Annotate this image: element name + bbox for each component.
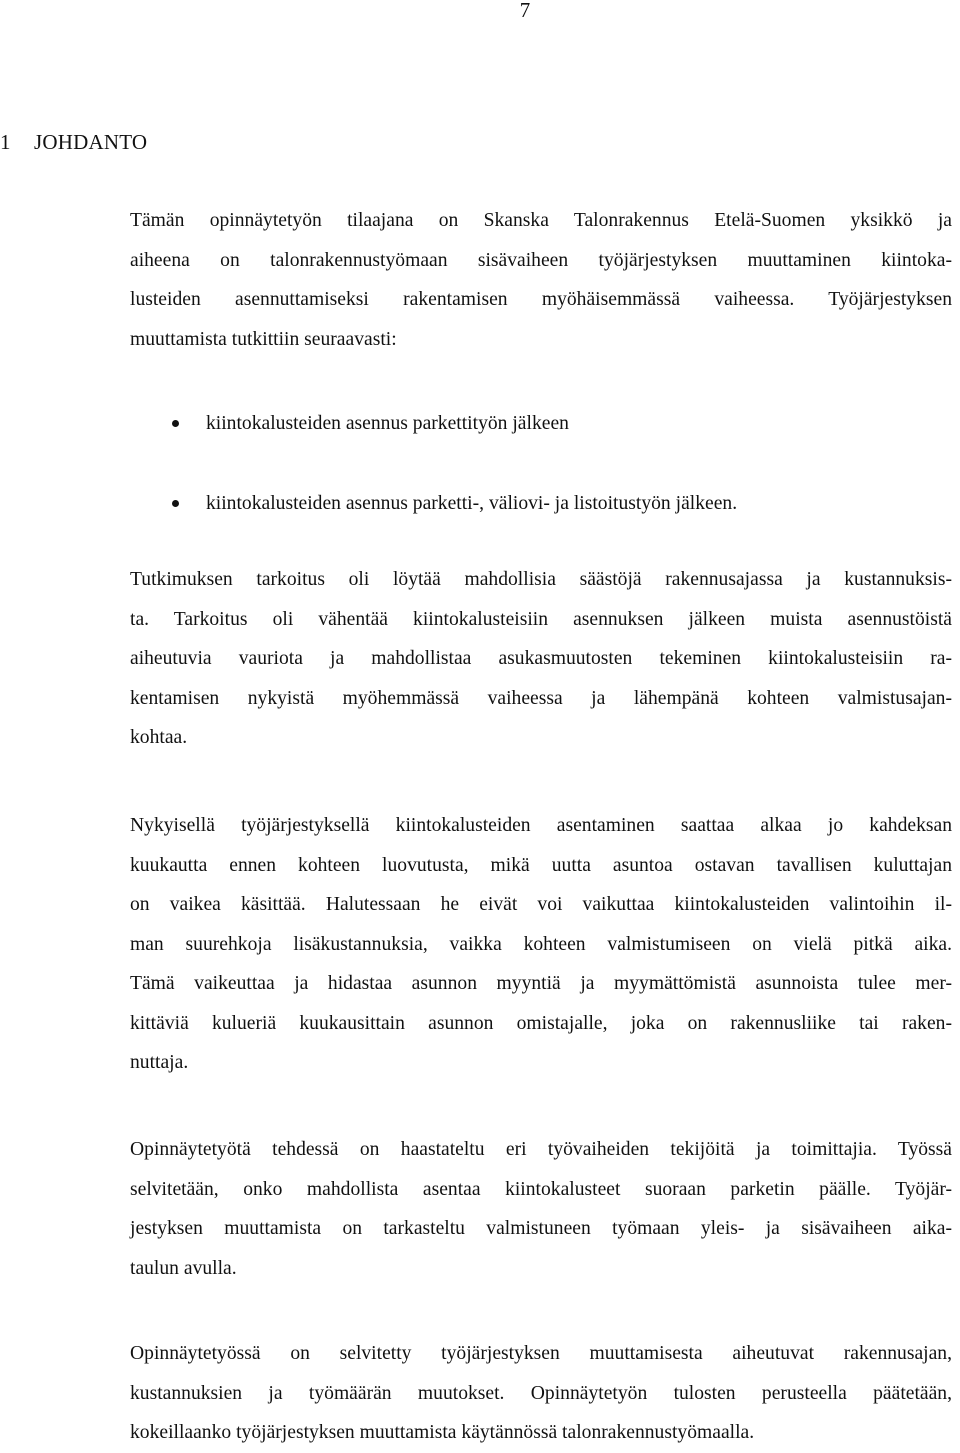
- paragraph-line: kohtaa.: [130, 727, 188, 748]
- paragraph-line: Opinnäytetyössä on selvitetty työjärjestyksen muuttamisesta aiheutuvat rakennusajan,: [130, 1343, 952, 1364]
- bullet-icon: [172, 500, 179, 507]
- paragraph-line: kustannuksien ja työmäärän muutokset. Opinnäytetyön tulosten perusteella päätetään,: [130, 1382, 952, 1404]
- chapter-heading: [0, 130, 147, 155]
- paragraph-line: Tämän opinnäytetyön tilaajana on Skanska Talonrakennus Etelä-Suomen yksikkö ja: [130, 210, 952, 231]
- paragraph-line: Tutkimuksen tarkoitus oli löytää mahdollisia säästöjä rakennusajassa ja kustannuksis-: [130, 569, 952, 590]
- paragraph-interviews: [130, 1130, 952, 1288]
- paragraph-line: ta. Tarkoitus oli vähentää kiintokalusteisiin asennuksen jälkeen muista asennustöistä: [130, 608, 952, 630]
- bullet-text: kiintokalusteiden asennus parketti-, väliovi- ja listoitustyön jälkeen.: [206, 493, 738, 514]
- paragraph-purpose: [130, 560, 952, 758]
- paragraph-line: man suurehkoja lisäkustannuksia, vaikka kohteen valmistumiseen on vielä pitkä aika.: [130, 933, 952, 955]
- paragraph-line: kentamisen nykyistä myöhemmässä vaiheessa ja lähempänä kohteen valmistusajan-: [130, 687, 952, 709]
- paragraph-line: selvitetään, onko mahdollista asentaa kiintokalusteet suoraan parketin päälle. Työjär-: [130, 1178, 952, 1200]
- paragraph-intro: [130, 201, 952, 359]
- paragraph-line: kokeillaanko työjärjestyksen muuttamista käytännössä talonrakennustyömaalla.: [130, 1422, 755, 1443]
- paragraph-line: on vaikea käsittää. Halutessaan he eivät voi vaikuttaa kiintokalusteiden valintoihin il-: [130, 894, 952, 915]
- paragraph-line: muuttamista tutkittiin seuraavasti:: [130, 328, 397, 350]
- paragraph-line: kittäviä kulueriä kuukausittain asunnon omistajalle, joka on rakennusliike tai raken-: [130, 1012, 952, 1034]
- paragraph-conclusion: [130, 1334, 952, 1453]
- bullet-item: [130, 404, 569, 444]
- chapter-number: 1: [0, 130, 11, 154]
- paragraph-line: aiheena on talonrakennustyömaan sisävaiheen työjärjestyksen muuttaminen kiintoka-: [130, 249, 952, 271]
- bullet-text: kiintokalusteiden asennus parkettityön jälkeen: [206, 413, 569, 434]
- bullet-icon: [172, 420, 179, 427]
- paragraph-line: Opinnäytetyötä tehdessä on haastateltu eri työvaiheiden tekijöitä ja toimittajia. Työssä: [130, 1139, 952, 1160]
- bullet-item: [130, 484, 737, 524]
- paragraph-line: jestyksen muuttamista on tarkasteltu valmistuneen työmaan yleis- ja sisävaiheen aika-: [130, 1218, 952, 1239]
- paragraph-line: nuttaja.: [130, 1052, 189, 1073]
- paragraph-line: kuukautta ennen kohteen luovutusta, mikä uutta asuntoa ostavan tavallisen kuluttajan: [130, 854, 952, 876]
- chapter-title: JOHDANTO: [34, 130, 148, 154]
- paragraph-line: taulun avulla.: [130, 1257, 237, 1279]
- paragraph-line: Nykyisellä työjärjestyksellä kiintokalusteiden asentaminen saattaa alkaa jo kahdeksan: [130, 815, 952, 836]
- paragraph-current-order: [130, 806, 952, 1083]
- paragraph-line: Tämä vaikeuttaa ja hidastaa asunnon myyntiä ja myymättömistä asunnoista tulee mer-: [130, 973, 952, 994]
- page-number: 7: [519, 0, 531, 22]
- paragraph-line: aiheutuvia vauriota ja mahdollistaa asukasmuutosten tekeminen kiintokalusteisiin ra-: [130, 648, 952, 669]
- paragraph-line: lusteiden asennuttamiseksi rakentamisen myöhäisemmässä vaiheessa. Työjärjestyksen: [130, 289, 952, 310]
